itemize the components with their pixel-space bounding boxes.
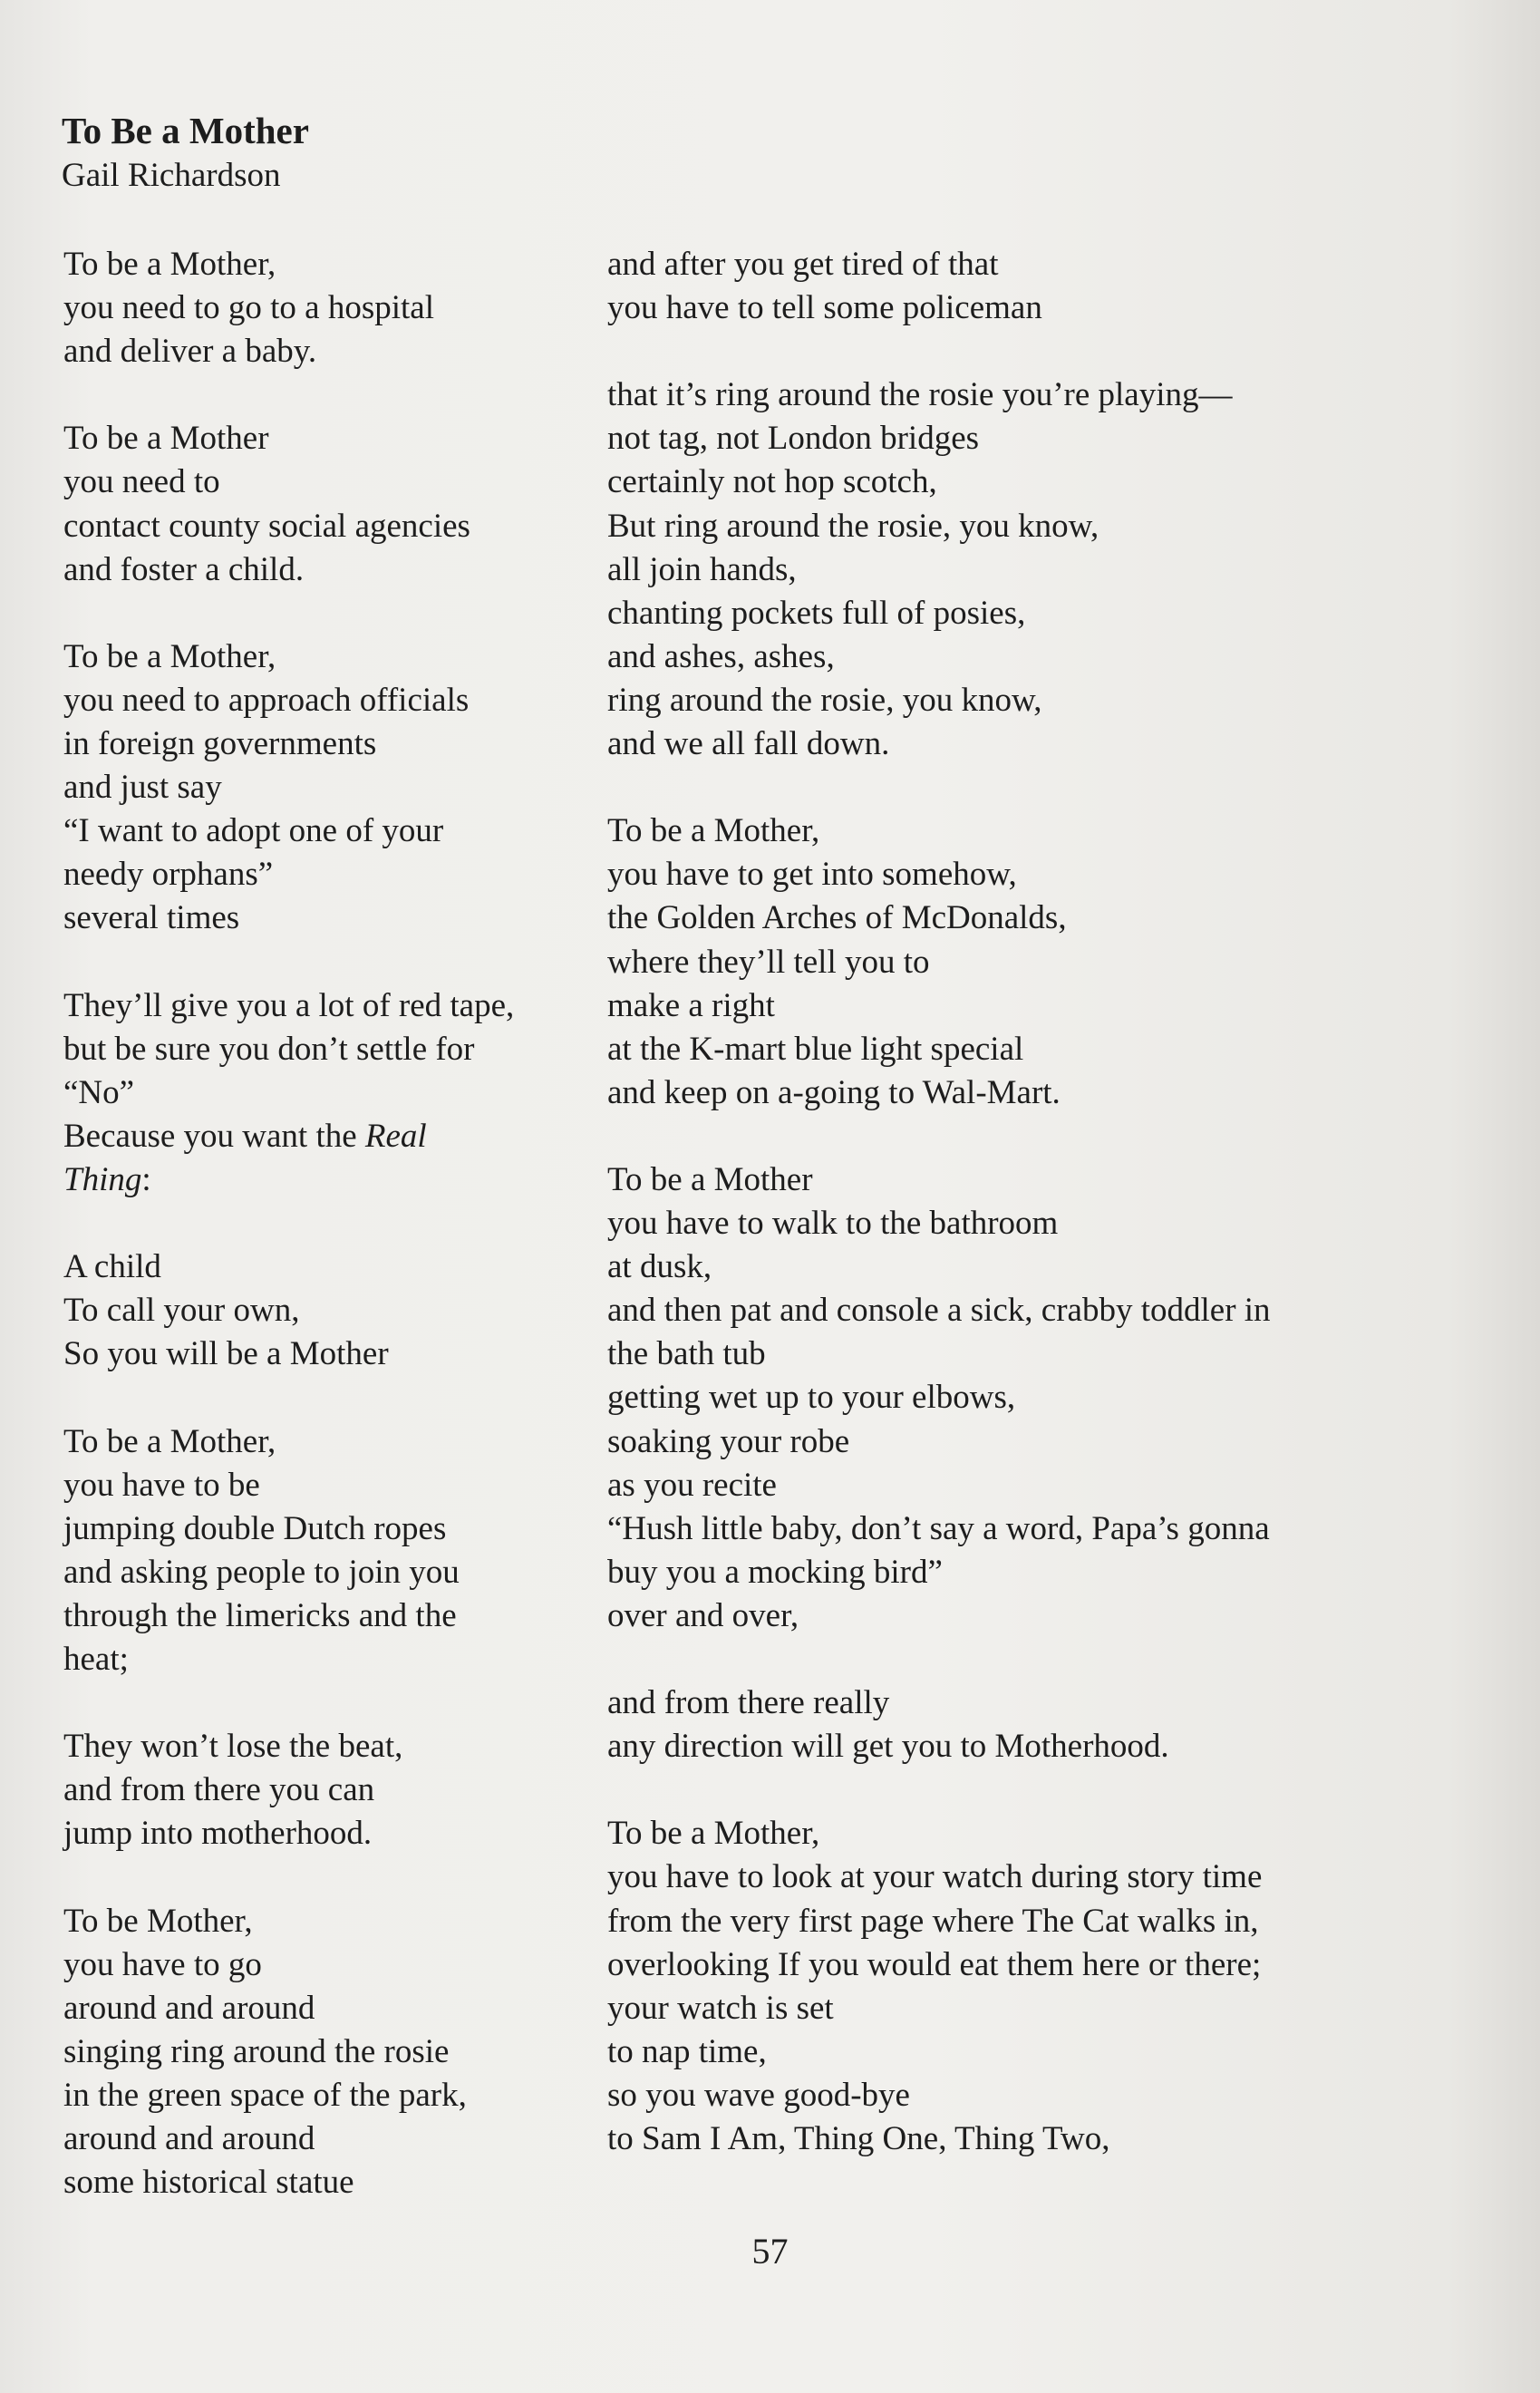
poem-left-line <box>63 941 607 984</box>
poem-right-line <box>607 1768 1423 1812</box>
poem-right-line: so you wave good-bye <box>607 2076 910 2114</box>
poem-right-line: and keep on a-going to Wal-Mart. <box>607 1073 1061 1111</box>
poem-left-line: and foster a child. <box>63 550 305 588</box>
poem-right-line: you have to tell some policeman <box>607 289 1042 327</box>
poem-right-line: the bath tub <box>607 1335 766 1373</box>
poem-left-line: heat; <box>63 1641 129 1678</box>
poem-right-line: and then pat and console a sick, crabby toddler in <box>607 1292 1271 1330</box>
poem-right-line <box>607 1115 1423 1158</box>
poem-left-line: and just say <box>63 769 222 807</box>
poem-right-line: chanting pockets full of posies, <box>607 594 1026 632</box>
poem-right-line: getting wet up to your elbows, <box>607 1379 1016 1417</box>
poem-left-line: A child <box>63 1248 161 1286</box>
poem-left-line: They’ll give you a lot of red tape, <box>63 986 515 1024</box>
poem-right-line: as you recite <box>607 1466 777 1504</box>
poem-left-line: So you will be a Mother <box>63 1335 389 1373</box>
poem-left-line: you have to go <box>63 1945 262 1983</box>
poem-left-line: you have to be <box>63 1466 260 1504</box>
poem-right-line: and we all fall down. <box>607 725 890 763</box>
poem-left-line: several times <box>63 899 240 937</box>
poem-left-line: needy orphans” <box>63 856 274 894</box>
poem-left-line: To be a Mother <box>63 420 269 458</box>
poem-left-line: in foreign governments <box>63 725 377 763</box>
poem-left-line <box>63 1202 607 1245</box>
poem-right-line: that it’s ring around the rosie you’re playing— <box>607 376 1233 414</box>
poem-right-line: and from there really <box>607 1684 890 1722</box>
poem-left-line: To be a Mother, <box>63 1422 276 1460</box>
poem-left-line: “I want to adopt one of your <box>63 812 444 850</box>
poem-right-line: your watch is set <box>607 1989 834 2027</box>
poem-left-line: “No” <box>63 1073 135 1111</box>
poem-left-line: and from there you can <box>63 1771 375 1809</box>
poem-author: Gail Richardson <box>62 157 281 194</box>
poem-left-line <box>63 1681 607 1725</box>
poem-left-line <box>63 592 607 635</box>
poem-right-line: and after you get tired of that <box>607 246 999 283</box>
poem-left-line: and asking people to join you <box>63 1553 460 1591</box>
poem-right-line: To be a Mother <box>607 1160 813 1198</box>
poem-right-line: ring around the rosie, you know, <box>607 681 1042 719</box>
page-number: 57 <box>751 2231 789 2272</box>
poem-left-line <box>63 1376 607 1419</box>
poem-title: To Be a Mother <box>62 110 309 151</box>
poem-left-line: you need to <box>63 463 220 501</box>
poem-right-line: buy you a mocking bird” <box>607 1553 943 1591</box>
poem-right-line: overlooking If you would eat them here or there; <box>607 1945 1262 1983</box>
poem-right-line: where they’ll tell you to <box>607 943 930 981</box>
poem-left-line: but be sure you don’t settle for <box>63 1030 475 1068</box>
poem-right-line: to Sam I Am, Thing One, Thing Two, <box>607 2120 1110 2158</box>
poem-right-line: at the K-mart blue light special <box>607 1030 1024 1068</box>
poem-left-line: To be a Mother, <box>63 246 276 283</box>
poem-right-line: soaking your robe <box>607 1422 850 1460</box>
poem-right-line <box>607 1638 1423 1681</box>
poem-left-line: some historical statue <box>63 2164 354 2202</box>
poem-left-column <box>63 243 607 2204</box>
poem-left-line: around and around <box>63 1989 315 2027</box>
poem-right-line: you have to walk to the bathroom <box>607 1205 1059 1243</box>
poem-left-line: jump into motherhood. <box>63 1815 373 1853</box>
poem-right-line: To be a Mother, <box>607 812 820 850</box>
poem-right-line: at dusk, <box>607 1248 712 1286</box>
poem-right-line: any direction will get you to Motherhood. <box>607 1728 1169 1766</box>
poem-right-line: you have to look at your watch during story time <box>607 1858 1263 1896</box>
poem-right-line: the Golden Arches of McDonalds, <box>607 899 1067 937</box>
poem-right-line: But ring around the rosie, you know, <box>607 507 1099 545</box>
poem-right-line: all join hands, <box>607 550 797 588</box>
poem-right-line: To be a Mother, <box>607 1815 820 1853</box>
poem-left-line: singing ring around the rosie <box>63 2032 450 2070</box>
poem-right-line: “Hush little baby, don’t say a word, Papa’s gonna <box>607 1509 1270 1547</box>
poem-left-line: Thing: <box>63 1160 151 1198</box>
poem-right-line: certainly not hop scotch, <box>607 463 937 501</box>
poem-left-line: you need to approach officials <box>63 681 470 719</box>
poem-right-line: make a right <box>607 986 775 1024</box>
poem-left-line: To be Mother, <box>63 1902 253 1940</box>
poem-right-line: and ashes, ashes, <box>607 637 835 675</box>
poem-left-line: contact county social agencies <box>63 507 470 545</box>
poem-left-line: jumping double Dutch ropes <box>63 1509 447 1547</box>
poem-right-line: over and over, <box>607 1596 799 1634</box>
poem-right-line <box>607 330 1423 373</box>
poem-left-line: around and around <box>63 2120 315 2158</box>
poem-left-line: through the limericks and the <box>63 1596 457 1634</box>
poem-right-line <box>607 766 1423 809</box>
poem-right-column <box>607 243 1423 2161</box>
poem-right-line: from the very first page where The Cat walks in, <box>607 1902 1259 1940</box>
poem-left-line: To be a Mother, <box>63 637 276 675</box>
poem-right-line: to nap time, <box>607 2032 767 2070</box>
poem-right-line: you have to get into somehow, <box>607 856 1017 894</box>
poem-left-line <box>63 1855 607 1899</box>
poem-left-line: in the green space of the park, <box>63 2076 467 2114</box>
poem-left-line: They won’t lose the beat, <box>63 1728 403 1766</box>
poem-left-line: you need to go to a hospital <box>63 289 434 327</box>
poem-left-line <box>63 373 607 417</box>
poem-left-line: Because you want the Real <box>63 1117 427 1155</box>
poem-left-line: and deliver a baby. <box>63 333 317 371</box>
poem-left-line: To call your own, <box>63 1292 300 1330</box>
poem-right-line: not tag, not London bridges <box>607 420 980 458</box>
